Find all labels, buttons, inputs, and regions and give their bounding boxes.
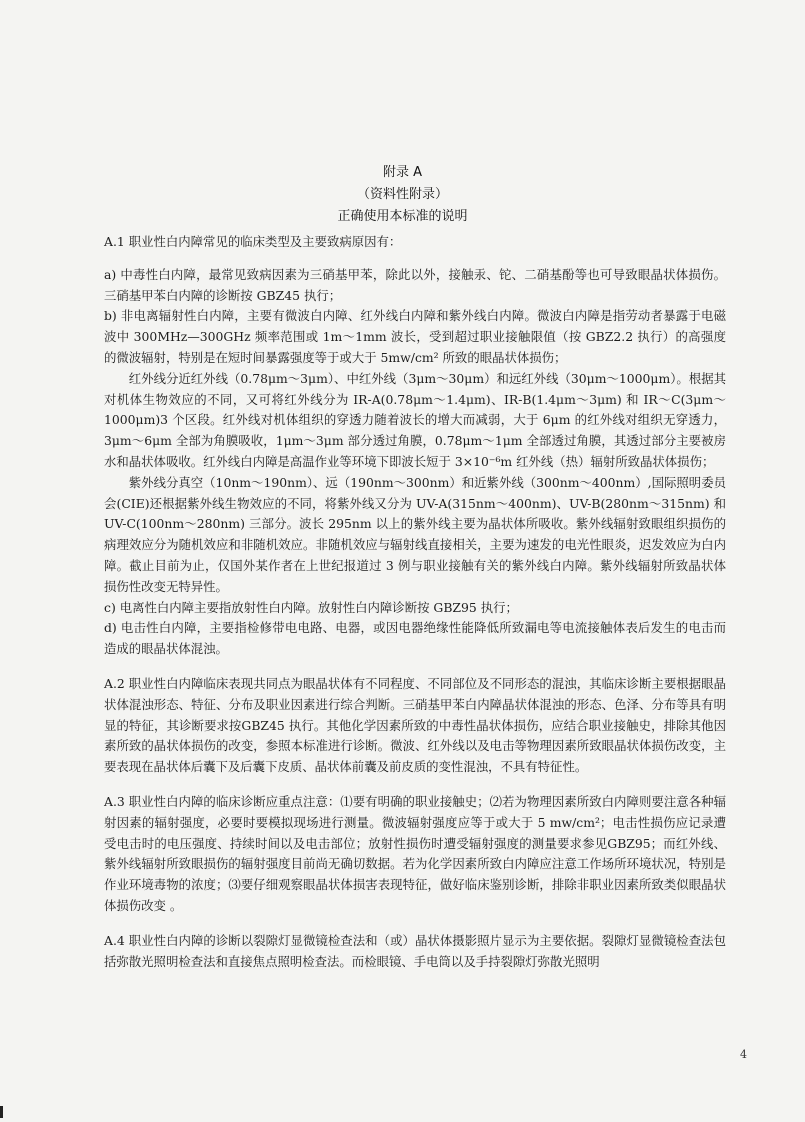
body-text	[104, 232, 726, 972]
paragraph-infrared: 红外线分近红外线（0.78μm～3μm）、中红外线（3μm～30μm）和远红外线（30μm～1000μm）。根据其对机体生物效应的不同，又可将红外线分为 IR-A(0.78μm～1.4μm)、IR-B(1.4μm～3μm) 和 IR～C(3μm～1000μm)3 个区段。红外线对机体组织的穿透力随着波长的增大而减弱，大于 6μm 的红外线对组织无穿透力，3μm～6μm 全部为角膜吸收，1μm～3μm 部分透过角膜，0.78μm～1μm 全部透过角膜，其透过部分主要被房水和晶状体吸收。红外线白内障是高温作业等环境下即波长短于 3×10⁻⁶m 红外线（热）辐射所致晶状体损伤；	[104, 370, 726, 469]
paragraph-a1-d: d) 电击性白内障，主要指检修带电电路、电器，或因电器绝缘性能降低所致漏电等电流接触体表后发生的电击而造成的眼晶状体混浊。	[104, 620, 726, 657]
appendix-title: 附录 A	[382, 165, 423, 180]
paragraph-a1-a: a) 中毒性白内障，最常见致病因素为三硝基甲苯，除此以外，接触汞、铊、二硝基酚等也可导致眼晶状体损伤。三硝基甲苯白内障的诊断按 GBZ45 执行；	[104, 266, 726, 303]
appendix-heading: 正确使用本标准的说明	[337, 209, 468, 224]
paragraph-a2: A.2 职业性白内障临床表现共同点为眼晶状体有不同程度、不同部位及不同形态的混浊，其临床诊断主要根据眼晶状体混浊形态、特征、分布及职业因素进行综合判断。三硝基甲苯白内障晶状体混浊的形态、色泽、分布等具有明显的特征，其诊断要求按GBZ45 执行。其他化学因素所致的中毒性晶状体损伤，应结合职业接触史，排除其他因素所致的晶状体损伤的改变，参照本标准进行诊断。微波、红外线以及电击等物理因素所致眼晶状体损伤改变，主要表现在晶状体后囊下及后囊下皮质、晶状体前囊及前皮质的变性混浊，不具有特征性。	[104, 675, 726, 775]
paragraph-a4: A.4 职业性白内障的诊断以裂隙灯显微镜检查法和（或）晶状体摄影照片显示为主要依据。裂隙灯显微镜检查法包括弥散光照明检查法和直接焦点照明检查法。而检眼镜、手电筒以及手持裂隙灯弥散光照明	[104, 932, 726, 969]
page-number: 4	[740, 1048, 747, 1061]
paragraph-a3: A.3 职业性白内障的临床诊断应重点注意：⑴要有明确的职业接触史；⑵若为物理因素所致白内障则要注意各种辐射因素的辐射强度，必要时要模拟现场进行测量。微波辐射强度应等于或大于 5 mw/cm²；电击性损伤应记录遭受电击时的电压强度、持续时间以及电击部位；放射性损伤时遭受辐射强度的测量要求参见GBZ95；而红外线、紫外线辐射所致眼损伤的辐射强度目前尚无确切数据。若为化学因素所致白内障应注意工作场所环境状况，特别是作业环境毒物的浓度；⑶要仔细观察眼晶状体损害表现特征，做好临床鉴别诊断，排除非职业因素所致类似眼晶状体损伤改变 。	[104, 793, 726, 913]
appendix-subtitle: （资料性附录）	[356, 187, 448, 202]
paragraph-a1: A.1 职业性白内障常见的临床类型及主要致病原因有：	[104, 234, 402, 249]
paragraph-a1-c: c) 电离性白内障主要指放射性白内障。放射性白内障诊断按 GBZ95 执行；	[104, 599, 518, 615]
paragraph-a1-b: b) 非电离辐射性白内障，主要有微波白内障、红外线白内障和紫外线白内障。微波白内障是指劳动者暴露于电磁波中 300MHz—300GHz 频率范围或 1m～1mm 波长，受到超过职业接触限值（按 GBZ2.2 执行）的高强度的微波辐射，特别是在短时间暴露强度等于或大于 5mw/cm² 所致的眼晶状体损伤；	[104, 308, 726, 365]
scan-corner-mark	[0, 1106, 3, 1118]
paragraph-ultraviolet: 紫外线分真空（10nm～190nm）、远（190nm～300nm）和近紫外线（300nm～400nm）,国际照明委员会(CIE)还根据紫外线生物效应的不同，将紫外线又分为 UV-A(315nm～400nm)、UV-B(280nm～315nm) 和 UV-C(100nm～280nm) 三部分。波长 295nm 以上的紫外线主要为晶状体所吸收。紫外线辐射致眼组织损伤的病理效应分为随机效应和非随机效应。非随机效应与辐射线直接相关，主要为速发的电光性眼炎，迟发效应为白内障。截止目前为止，仅国外某作者在上世纪报道过 3 例与职业接触有关的紫外线白内障。紫外线辐射所致晶状体损伤性改变无特异性。	[104, 474, 726, 594]
